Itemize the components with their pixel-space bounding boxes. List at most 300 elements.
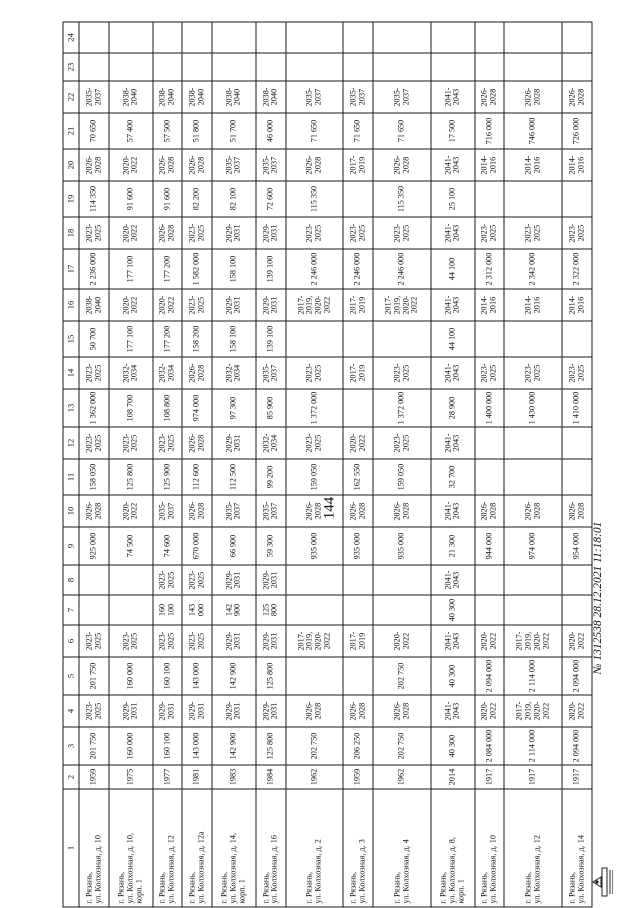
table-cell (79, 53, 109, 81)
address-cell: г. Рязань, ул. Колхозная, д. 14 (562, 789, 592, 907)
column-number-cell: 6 (63, 625, 79, 657)
table-cell: 2023- 2025 (182, 625, 212, 657)
column-number-cell: 7 (63, 595, 79, 625)
table-cell: 2017- 2019 (343, 149, 373, 181)
address-cell: г. Рязань, ул. Колхозная, д. 10 (79, 789, 109, 907)
table-cell (286, 22, 344, 53)
table-cell: 2026- 2028 (504, 495, 562, 527)
table-cell: 2017- 2019, 2020- 2022 (504, 625, 562, 657)
table-cell: 2 246 000 (373, 249, 431, 289)
table-cell: 2035- 2037 (153, 495, 183, 527)
table-cell (373, 22, 431, 53)
table-cell: 2014- 2016 (562, 149, 592, 181)
table-cell: 2041- 2043 (431, 427, 475, 459)
table-cell (504, 181, 562, 217)
table-cell (504, 459, 562, 495)
table-cell: 2023- 2025 (286, 427, 344, 459)
table-cell: 2029- 2031 (212, 427, 256, 459)
table-cell: 44 100 (431, 321, 475, 357)
table-cell: 2023- 2025 (475, 217, 505, 249)
table-cell: 2020- 2022 (373, 625, 431, 657)
table-cell: 935 000 (286, 527, 344, 565)
table-cell: 74 600 (153, 527, 183, 565)
table-cell: 2026- 2028 (343, 495, 373, 527)
table-cell: 2026- 2028 (373, 149, 431, 181)
table-cell: 160 000 (109, 657, 153, 695)
table-cell (562, 321, 592, 357)
table-cell: 2026- 2028 (286, 149, 344, 181)
table-cell: 2023- 2025 (182, 217, 212, 249)
table-cell: 74 500 (109, 527, 153, 565)
table-cell: 142 900 (212, 657, 256, 695)
table-cell: 160 000 (109, 727, 153, 765)
table-cell: 2035- 2037 (212, 149, 256, 181)
table-cell (504, 595, 562, 625)
table-cell: 2041- 2043 (431, 495, 475, 527)
table-cell: 2038- 2040 (109, 81, 153, 113)
table-cell: 2023- 2025 (373, 357, 431, 389)
table-cell: 2032- 2034 (212, 357, 256, 389)
table-cell: 71 650 (343, 113, 373, 149)
table-cell: 2014- 2016 (504, 149, 562, 181)
table-cell: 51 700 (212, 113, 256, 149)
table-cell: 1 582 000 (182, 249, 212, 289)
table-cell: 1917 (475, 765, 505, 789)
table-cell: 2 094 000 (562, 657, 592, 695)
table-cell: 2026- 2028 (182, 495, 212, 527)
table-cell: 2023- 2025 (109, 427, 153, 459)
table-cell: 71 650 (373, 113, 431, 149)
table-cell: 139 100 (256, 321, 286, 357)
table-cell: 91 600 (153, 181, 183, 217)
table-cell: 2017- 2019, 2020- 2022 (504, 695, 562, 727)
table-cell: 160 100 (153, 727, 183, 765)
table-cell: 2017- 2019, 2020- 2022 (286, 289, 344, 321)
table-cell: 46 000 (256, 113, 286, 149)
table-cell (286, 595, 344, 625)
table-cell: 935 000 (343, 527, 373, 565)
table-cell: 158 200 (182, 321, 212, 357)
table-cell: 2026- 2028 (153, 149, 183, 181)
table-cell: 2020- 2022 (343, 427, 373, 459)
table-row (109, 22, 153, 907)
table-cell: 2035- 2037 (373, 81, 431, 113)
table-cell (343, 22, 373, 53)
table-row (475, 22, 505, 907)
table-cell (562, 595, 592, 625)
column-number-cell: 8 (63, 565, 79, 595)
table-cell: 2020- 2022 (153, 289, 183, 321)
table-cell: 177 100 (109, 321, 153, 357)
table-cell: 2026- 2028 (562, 81, 592, 113)
table-cell: 2 114 000 (504, 657, 562, 695)
table-cell: 670 000 (182, 527, 212, 565)
table-cell: 201 750 (79, 657, 109, 695)
table-cell: 1 400 000 (475, 389, 505, 427)
table-cell (431, 22, 475, 53)
table-cell (109, 22, 153, 53)
address-cell: г. Рязань, ул. Колхозная, д. 2 (286, 789, 344, 907)
column-number-cell: 15 (63, 321, 79, 357)
table-cell: 206 250 (343, 727, 373, 765)
table-cell: 2023- 2025 (153, 625, 183, 657)
table-cell (562, 53, 592, 81)
table-cell: 2020- 2022 (109, 289, 153, 321)
table-cell: 2038- 2040 (182, 81, 212, 113)
table-cell: 2041- 2043 (431, 695, 475, 727)
table-row (212, 22, 256, 907)
table-cell: 2 322 000 (562, 249, 592, 289)
table-cell: 125 900 (153, 459, 183, 495)
table-cell (286, 657, 344, 695)
table-cell: 2041- 2043 (431, 289, 475, 321)
table-cell (109, 53, 153, 81)
table-cell: 2035- 2037 (256, 495, 286, 527)
table-cell: 177 200 (153, 321, 183, 357)
column-number-cell: 11 (63, 459, 79, 495)
table-cell (212, 22, 256, 53)
table-cell: 112 500 (212, 459, 256, 495)
table-cell: 2035- 2037 (256, 357, 286, 389)
table-cell: 2038- 2040 (153, 81, 183, 113)
table-cell: 2020- 2022 (109, 149, 153, 181)
table-cell: 2026- 2028 (562, 495, 592, 527)
table-cell: 115 350 (373, 181, 431, 217)
table-cell: 139 100 (256, 249, 286, 289)
table-row (153, 22, 183, 907)
table-cell (504, 53, 562, 81)
address-cell: г. Рязань, ул. Колхозная, д. 12 (153, 789, 183, 907)
table-cell: 2026- 2028 (153, 217, 183, 249)
table-cell: 72 600 (256, 181, 286, 217)
table-cell (475, 565, 505, 595)
table-cell: 1975 (109, 765, 153, 789)
table-cell: 2041- 2043 (431, 565, 475, 595)
table-cell: 66 900 (212, 527, 256, 565)
table-cell (182, 53, 212, 81)
table-cell: 1962 (373, 765, 431, 789)
table-cell: 2041- 2043 (431, 149, 475, 181)
address-cell: г. Рязань, ул. Колхозная, д. 14, корп. 1 (212, 789, 256, 907)
column-number-cell: 4 (63, 695, 79, 727)
table-cell: 2026- 2028 (286, 695, 344, 727)
table-cell: 115 350 (286, 181, 344, 217)
address-cell: г. Рязань, ул. Колхозная, д. 10, корп. 1 (109, 789, 153, 907)
table-cell (286, 565, 344, 595)
table-cell: 2035- 2037 (343, 81, 373, 113)
table-cell: 2041- 2043 (431, 625, 475, 657)
table-cell: 2023- 2025 (504, 217, 562, 249)
table-cell: 158 100 (212, 321, 256, 357)
table-cell: 2041- 2043 (431, 357, 475, 389)
column-number-cell: 20 (63, 149, 79, 181)
table-cell: 2023- 2025 (79, 357, 109, 389)
table-cell: 1959 (79, 765, 109, 789)
table-row (256, 22, 286, 907)
table-cell: 2023- 2025 (79, 625, 109, 657)
table-cell (256, 22, 286, 53)
table-cell: 143 000 (182, 595, 212, 625)
table-cell: 2026- 2028 (182, 357, 212, 389)
table-cell: 1959 (343, 765, 373, 789)
table-cell: 2023- 2025 (373, 427, 431, 459)
table-cell: 2020- 2022 (475, 625, 505, 657)
table-cell: 2 084 000 (475, 727, 505, 765)
table-cell: 2 114 000 (504, 727, 562, 765)
table-cell: 2020- 2022 (109, 495, 153, 527)
table-cell: 99 200 (256, 459, 286, 495)
table-cell: 2020- 2022 (109, 217, 153, 249)
column-number-cell: 24 (63, 22, 79, 53)
table-cell: 2026- 2028 (79, 495, 109, 527)
table-cell: 935 000 (373, 527, 431, 565)
table-cell: 2029- 2031 (212, 695, 256, 727)
table-cell: 21 300 (431, 527, 475, 565)
table-cell (475, 22, 505, 53)
table-cell: 202 750 (373, 657, 431, 695)
table-cell: 1 372 000 (373, 389, 431, 427)
table-cell (343, 181, 373, 217)
address-cell: г. Рязань, ул. Колхозная, д. 10 (475, 789, 505, 907)
table-cell (562, 181, 592, 217)
table-cell: 50 700 (79, 321, 109, 357)
column-number-cell: 22 (63, 81, 79, 113)
table-cell: 159 050 (373, 459, 431, 495)
table-cell: 108 700 (109, 389, 153, 427)
table-cell: 944 000 (475, 527, 505, 565)
column-number-cell: 1 (63, 789, 79, 907)
table-cell: 91 600 (109, 181, 153, 217)
table-cell: 2023- 2025 (153, 427, 183, 459)
table-cell: 51 800 (182, 113, 212, 149)
table-cell (343, 657, 373, 695)
column-number-cell: 17 (63, 249, 79, 289)
table-cell: 114 350 (79, 181, 109, 217)
table-cell: 143 000 (182, 727, 212, 765)
column-number-cell: 13 (63, 389, 79, 427)
table-cell: 2020- 2022 (562, 625, 592, 657)
rotated-table-sheet (63, 33, 593, 908)
table-cell (343, 321, 373, 357)
table-cell: 2023- 2025 (182, 289, 212, 321)
table-cell: 2026- 2028 (182, 149, 212, 181)
column-number-cell: 2 (63, 765, 79, 789)
table-cell: 2029- 2031 (256, 217, 286, 249)
table-cell: 82 100 (212, 181, 256, 217)
table-cell: 2029- 2031 (212, 217, 256, 249)
table-cell: 108 800 (153, 389, 183, 427)
table-cell: 70 650 (79, 113, 109, 149)
table-cell (475, 595, 505, 625)
table-cell: 2 246 000 (343, 249, 373, 289)
table-cell: 25 100 (431, 181, 475, 217)
table-cell (504, 427, 562, 459)
table-cell: 2041- 2043 (431, 81, 475, 113)
table-cell: 1 430 000 (504, 389, 562, 427)
table-cell (562, 427, 592, 459)
table-cell: 2020- 2022 (562, 695, 592, 727)
table-cell: 2 094 000 (475, 657, 505, 695)
table-cell: 2026- 2028 (373, 495, 431, 527)
table-cell: 2029- 2031 (256, 695, 286, 727)
address-cell: г. Рязань, ул. Колхозная, д. 8, корп. 1 (431, 789, 475, 907)
table-cell: 142 900 (212, 595, 256, 625)
table-cell: 974 000 (182, 389, 212, 427)
table-cell (475, 53, 505, 81)
column-number-cell: 16 (63, 289, 79, 321)
table-cell: 71 650 (286, 113, 344, 149)
table-row (373, 22, 431, 907)
table-cell: 925 000 (79, 527, 109, 565)
table-cell (475, 321, 505, 357)
table-cell: 59 300 (256, 527, 286, 565)
table-cell: 40 300 (431, 595, 475, 625)
table-cell: 2026- 2028 (286, 495, 344, 527)
table-cell: 201 750 (79, 727, 109, 765)
table-cell (475, 427, 505, 459)
table-cell: 1 410 000 (562, 389, 592, 427)
table-cell: 2017- 2019, 2020- 2022 (373, 289, 431, 321)
table-cell: 57 400 (109, 113, 153, 149)
table-cell: 1917 (504, 765, 562, 789)
table-cell: 2026- 2028 (504, 81, 562, 113)
table-cell: 726 000 (562, 113, 592, 149)
document-stamp: № 1312538 28.12.2021 11:18:01 (592, 521, 604, 675)
table-cell: 158 100 (212, 249, 256, 289)
table-cell (373, 321, 431, 357)
page-number: 144 (321, 496, 338, 520)
table-cell: 1962 (286, 765, 344, 789)
table-cell: 716 000 (475, 113, 505, 149)
table-cell (212, 53, 256, 81)
table-cell: 2 094 000 (562, 727, 592, 765)
table-cell: 2020- 2022 (475, 695, 505, 727)
table-cell (79, 22, 109, 53)
column-number-cell: 5 (63, 657, 79, 695)
table-cell: 2026- 2028 (343, 695, 373, 727)
table-cell: 2032- 2034 (153, 357, 183, 389)
table-cell: 44 100 (431, 249, 475, 289)
table-cell (562, 22, 592, 53)
table-cell: 2029- 2031 (212, 289, 256, 321)
table-cell: 2029- 2031 (109, 695, 153, 727)
table-cell: 40 300 (431, 657, 475, 695)
table-cell: 125 800 (109, 459, 153, 495)
table-cell: 125 800 (256, 727, 286, 765)
table-cell: 160 100 (153, 657, 183, 695)
table-cell: 2035- 2037 (79, 81, 109, 113)
table-cell: 2014- 2016 (475, 149, 505, 181)
column-number-cell: 12 (63, 427, 79, 459)
table-cell: 85 900 (256, 389, 286, 427)
table-cell: 2023- 2025 (286, 357, 344, 389)
column-number-cell: 23 (63, 53, 79, 81)
table-cell: 32 700 (431, 459, 475, 495)
table-cell: 1984 (256, 765, 286, 789)
column-number-cell: 14 (63, 357, 79, 389)
table-cell: 2023- 2025 (182, 565, 212, 595)
table-cell (343, 389, 373, 427)
table-cell: 2029- 2031 (212, 565, 256, 595)
table-cell: 2023- 2025 (343, 217, 373, 249)
table-cell: 2017- 2019, 2020- 2022 (286, 625, 344, 657)
column-number-cell: 3 (63, 727, 79, 765)
table-cell: 2 342 000 (504, 249, 562, 289)
table-cell: 40 300 (431, 727, 475, 765)
table-cell: 746 000 (504, 113, 562, 149)
address-cell: г. Рязань, ул. Колхозная, д. 16 (256, 789, 286, 907)
table-cell (431, 53, 475, 81)
table-cell: 82 200 (182, 181, 212, 217)
table-cell (562, 565, 592, 595)
table-cell: 2029- 2031 (256, 625, 286, 657)
column-number-cell: 18 (63, 217, 79, 249)
table-cell (153, 53, 183, 81)
table-cell (153, 22, 183, 53)
table-cell: 2029- 2031 (256, 565, 286, 595)
table-cell: 1917 (562, 765, 592, 789)
table-cell (373, 565, 431, 595)
table-row (79, 22, 109, 907)
table-cell: 2023- 2025 (562, 357, 592, 389)
table-cell (504, 565, 562, 595)
table-cell (504, 22, 562, 53)
table-cell: 2023- 2025 (109, 625, 153, 657)
table-cell (256, 53, 286, 81)
table-cell: 2017- 2019 (343, 625, 373, 657)
table-cell: 2032- 2034 (109, 357, 153, 389)
table-cell: 2 246 000 (286, 249, 344, 289)
table-row (343, 22, 373, 907)
table-cell: 2023- 2025 (504, 357, 562, 389)
table-cell (504, 321, 562, 357)
table-cell: 2023- 2025 (79, 217, 109, 249)
address-cell: г. Рязань, ул. Колхозная, д. 12 (504, 789, 562, 907)
table-cell: 2035- 2037 (286, 81, 344, 113)
address-cell: г. Рязань, ул. Колхозная, д. 4 (373, 789, 431, 907)
table-cell (475, 459, 505, 495)
table-cell: 1 362 000 (79, 389, 109, 427)
table-cell: 1981 (182, 765, 212, 789)
table-cell: 2026- 2028 (182, 427, 212, 459)
table-cell: 17 500 (431, 113, 475, 149)
table-cell: 2029- 2031 (153, 695, 183, 727)
table-cell: 112 600 (182, 459, 212, 495)
table-cell: 2029- 2031 (182, 695, 212, 727)
table-row (286, 22, 344, 907)
table-cell: 2038- 2040 (256, 81, 286, 113)
address-cell: г. Рязань, ул. Колхозная, д. 12а (182, 789, 212, 907)
table-cell: 2023- 2025 (373, 217, 431, 249)
table-cell: 2 236 000 (79, 249, 109, 289)
column-number-cell: 21 (63, 113, 79, 149)
table-cell: 159 050 (286, 459, 344, 495)
table-cell (286, 321, 344, 357)
table-cell (343, 595, 373, 625)
table-cell: 2035- 2037 (256, 149, 286, 181)
table-cell: 158 050 (79, 459, 109, 495)
table-cell: 954 000 (562, 527, 592, 565)
table-cell (373, 595, 431, 625)
table-cell: 143 000 (182, 657, 212, 695)
table-cell: 97 300 (212, 389, 256, 427)
registry-logo-icon (588, 867, 614, 897)
address-cell: г. Рязань, ул. Колхозная, д. 3 (343, 789, 373, 907)
table-cell: 2026- 2028 (475, 495, 505, 527)
table-cell (79, 595, 109, 625)
table-cell: 142 900 (212, 727, 256, 765)
table-cell (343, 565, 373, 595)
